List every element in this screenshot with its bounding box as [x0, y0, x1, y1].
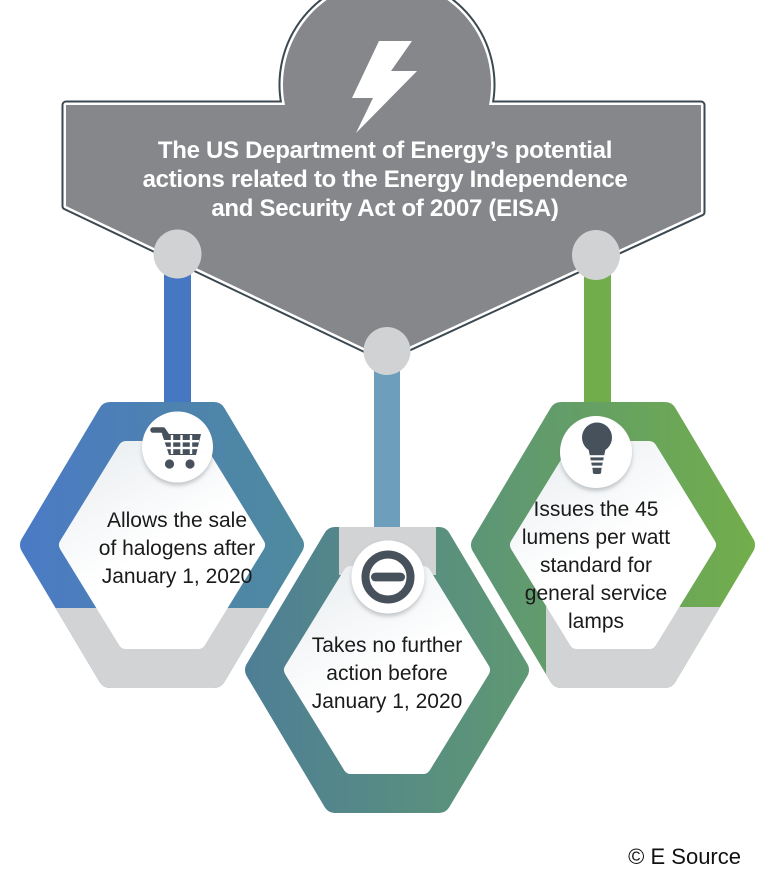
connector-middle [374, 345, 400, 557]
node-text-line: January 1, 2020 [101, 565, 253, 588]
node-text-line: action before [326, 662, 448, 685]
node-no-action [257, 539, 517, 801]
banner-title-line-1: The US Department of Energy’s potential [157, 137, 613, 164]
node-text-line: general service [524, 582, 668, 605]
node-text-line: of halogens after [98, 537, 256, 560]
node-text-line: standard for [539, 554, 653, 577]
node-text-line: Takes no further [311, 634, 463, 657]
node-text-line: lumens per watt [521, 526, 671, 549]
banner-title-line-2: actions related to the Energy Independence [142, 166, 628, 193]
node-text-line: Allows the sale [106, 509, 248, 532]
node-lumens-standard [483, 414, 743, 676]
node-text-line: lamps [567, 610, 625, 633]
banner-title-line-3: and Security Act of 2007 (EISA) [211, 195, 559, 222]
node-text-line: January 1, 2020 [311, 690, 463, 713]
node-text-line: Issues the 45 [533, 498, 659, 521]
node-halogens [32, 412, 292, 677]
anchor-dot-middle [364, 327, 411, 375]
anchor-dot-left [154, 230, 202, 279]
anchor-dot-right [572, 230, 620, 280]
footer-credit: © E Source [628, 844, 741, 869]
